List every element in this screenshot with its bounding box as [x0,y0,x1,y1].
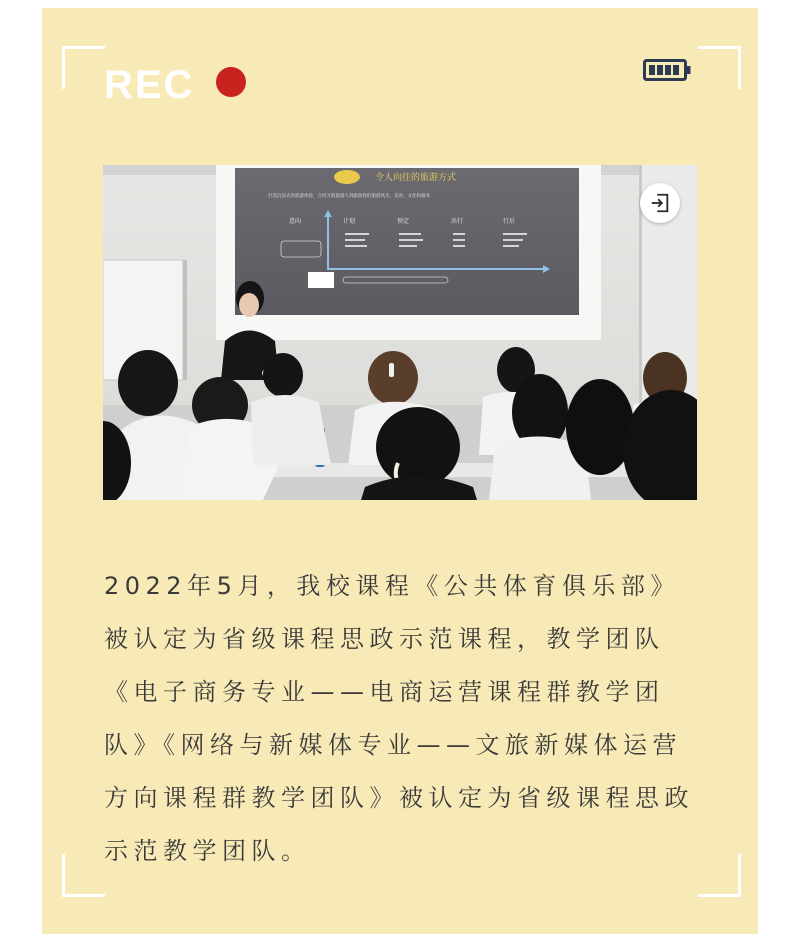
rec-label: REC [104,63,195,107]
slide-title: 令人向往的旅游方式 [375,173,457,183]
viewfinder-corner-bottom-left [62,854,105,897]
slide-stage-3: 预定 [397,218,410,225]
classroom-photo [103,165,697,500]
slide-subtitle: 打造沉浸式的旅游体验，合同万般旅游人到最值得的旅游风光、美食、文化和服务 [268,194,430,199]
slide-stage-5: 行后 [503,218,516,225]
slide-stage-4: 出行 [451,218,464,225]
viewfinder-corner-top-left [62,46,105,89]
slide-stage-2: 计划 [343,218,356,225]
battery-full-icon [643,59,691,81]
exit-icon [649,192,671,214]
slide-stage-1: 意向 [289,218,302,225]
rec-dot-icon [216,67,246,97]
viewfinder-corner-bottom-right [698,854,741,897]
caption-text: 2022年5月，我校课程《公共体育俱乐部》被认定为省级课程思政示范课程，教学团队《电子商务专业——电商运营课程群教学团队》《网络与新媒体专业——文旅新媒体运营方向课程群教学团队》被认定为省级课程思政示范教学团队。 [104,572,694,865]
viewfinder-corner-top-right [698,46,741,89]
exit-button[interactable] [640,183,680,223]
